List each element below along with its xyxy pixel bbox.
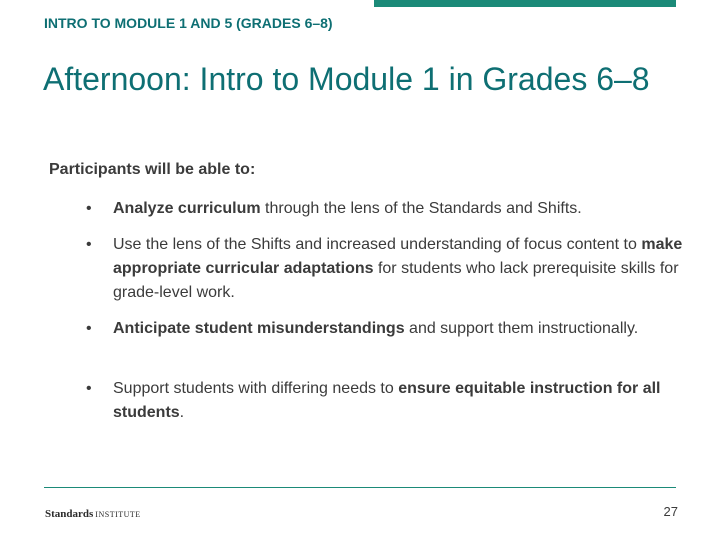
bullet-icon: •: [86, 320, 92, 337]
objective-item: [86, 317, 696, 341]
objective-emphasis: Anticipate student misunderstandings: [113, 320, 405, 337]
bullet-icon: •: [86, 380, 92, 397]
objectives-intro: Participants will be able to:: [49, 161, 256, 178]
objective-item: [86, 233, 696, 305]
objective-item: [86, 377, 696, 425]
objective-text: through the lens of the Standards and Shifts.: [260, 200, 582, 217]
slide-title: Afternoon: Intro to Module 1 in Grades 6–8: [43, 61, 650, 98]
objective-emphasis: Analyze curriculum: [113, 200, 261, 217]
logo-main-text: Standards: [45, 508, 94, 520]
logo-sub-text: INSTITUTE: [95, 510, 141, 519]
objective-text: for students who lack prerequisite skills for grade-level work.: [113, 260, 679, 301]
objective-text: and support them instructionally.: [404, 320, 639, 337]
objective-emphasis: make appropriate curricular adaptations: [113, 236, 683, 277]
page-number: 27: [663, 504, 678, 519]
objective-text: Use the lens of the Shifts and increased understanding of focus content to: [113, 236, 642, 253]
footer-divider: [44, 487, 676, 488]
bullet-icon: •: [86, 200, 92, 217]
bullet-icon: •: [86, 236, 92, 253]
objective-text: .: [179, 404, 185, 421]
objective-text: Support students with differing needs to: [113, 380, 399, 397]
objective-emphasis: ensure equitable instruction for all students: [113, 380, 661, 421]
module-label: INTRO TO MODULE 1 AND 5 (GRADES 6–8): [44, 15, 333, 31]
standards-institute-logo: [45, 504, 141, 522]
top-accent-bar: [374, 0, 676, 7]
objective-item: [86, 197, 696, 221]
